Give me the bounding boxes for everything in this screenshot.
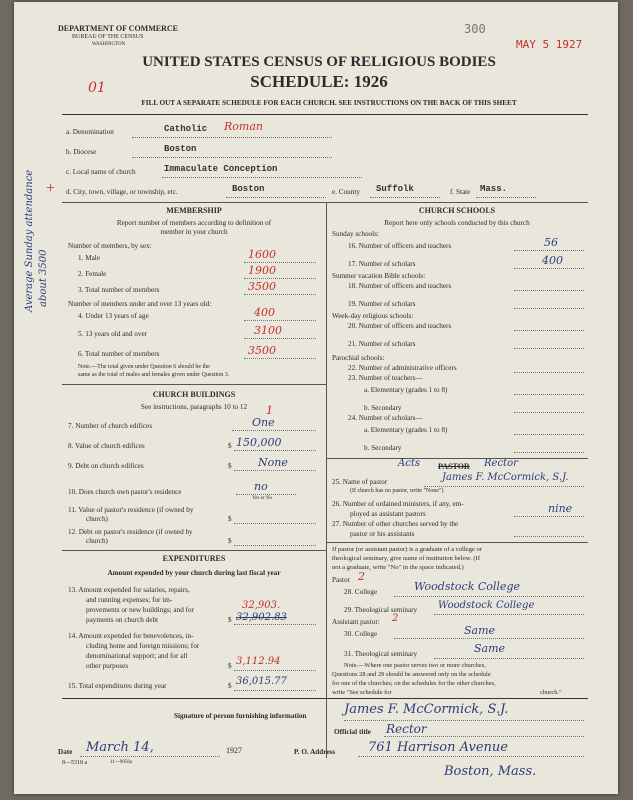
q22-line: [514, 372, 584, 373]
q23a-label: a. Elementary (grades 1 to 8): [364, 386, 448, 394]
q30-label: 30. College: [344, 630, 378, 638]
q25-label: 25. Name of pastor: [332, 478, 388, 486]
q14-label-4: other purposes: [86, 662, 129, 670]
q3-total-value: 3500: [248, 280, 276, 293]
q9-value: None: [258, 456, 288, 469]
church-name-value: Immaculate Conception: [164, 164, 278, 174]
header-rule: [62, 114, 588, 115]
po-address-label: P. O. Address: [294, 748, 336, 756]
weekday-schools-label: Week-day religious schools:: [332, 312, 414, 320]
q13-label-4: payments on church debt: [86, 616, 159, 624]
signature-label: Signature of person furnishing information: [174, 712, 307, 720]
q6-line: [244, 358, 316, 359]
margin-note-line1: Average Sunday attendance: [24, 169, 35, 312]
official-title-line: [384, 736, 584, 737]
diocese-value: Boston: [164, 144, 197, 154]
q11-line: [234, 523, 316, 524]
pastor-note-2: Questions 28 and 29 should be answered only on the schedule: [332, 671, 491, 678]
county-label: e. County: [332, 188, 360, 196]
age-intro-label: Number of members under and over 13 years old:: [68, 300, 212, 308]
church-name-line: [162, 177, 362, 178]
q1-line: [244, 262, 316, 263]
form-subtitle: SCHEDULE: 1926: [250, 72, 388, 91]
official-title-value: Rector: [386, 722, 427, 736]
q13-dollar: $: [228, 616, 232, 624]
q26-value: nine: [548, 502, 573, 515]
q13-line: [234, 624, 316, 625]
q7-numeral: 1: [266, 404, 273, 417]
pastor-heading-rector: Rector: [484, 458, 518, 469]
plus-mark: +: [46, 180, 56, 197]
diocese-line: [132, 157, 332, 158]
q12-dollar: $: [228, 537, 232, 545]
membership-note-1: Note.—The total given under Question 6 should be the: [78, 364, 210, 370]
q13-label-2: and running expenses; for im-: [86, 596, 173, 604]
po-address-line: [358, 756, 584, 757]
q15-dollar: $: [228, 682, 232, 690]
q31-value: Same: [474, 642, 506, 655]
q23a-line: [514, 394, 584, 395]
q8-label: 8. Value of church edifices: [68, 442, 145, 450]
q28-value: Woodstock College: [414, 580, 520, 593]
q28-label: 28. College: [344, 588, 378, 596]
q10-line: [236, 494, 296, 495]
po-address-value: 761 Harrison Avenue: [368, 740, 508, 755]
q29-value: Woodstock College: [438, 600, 535, 611]
pastor-rule: [326, 542, 588, 543]
bureau-city: WASHINGTON: [92, 42, 126, 47]
q25-hint: (If church has no pastor, write "None"): [350, 488, 444, 494]
q27-label-1: 27. Number of other churches served by the: [332, 520, 459, 528]
q13-value: 32,902.83: [236, 612, 287, 623]
diocese-label: b. Diocese: [66, 148, 97, 156]
assistant-pastor-label: Assistant pastor:: [332, 618, 380, 626]
city-label: d. City, town, village, or township, etc.: [66, 188, 178, 196]
q27-label-2: pastor or his assistants: [350, 530, 415, 538]
city-value: Boston: [232, 184, 265, 194]
sunday-schools-label: Sunday schools:: [332, 230, 379, 238]
q31-line: [434, 658, 584, 659]
q15-label: 15. Total expenditures during year: [68, 682, 167, 690]
denomination-value: Catholic: [164, 124, 208, 134]
summer-schools-label: Summer vacation Bible schools:: [332, 272, 426, 280]
q14-label-3: denominational support; and for all: [86, 652, 188, 660]
q15-line: [234, 690, 316, 691]
schools-heading: CHURCH SCHOOLS: [418, 206, 496, 215]
q20-line: [514, 330, 584, 331]
expenditures-heading: EXPENDITURES: [162, 554, 226, 563]
denomination-line: [132, 137, 332, 138]
q6-total-label: 6. Total number of members: [78, 350, 160, 358]
pastor-heading: PASTOR: [438, 462, 470, 471]
pastor-heading-acts: Acts: [398, 458, 420, 469]
q23b-line: [514, 412, 584, 413]
q10-label: 10. Does church own pastor's residence: [68, 488, 182, 496]
membership-intro-2: member in your church: [160, 228, 228, 236]
q14-line: [234, 670, 316, 671]
q17-value: 400: [542, 254, 563, 267]
q7-line: [232, 430, 316, 431]
q3-line: [244, 294, 316, 295]
state-value: Mass.: [480, 184, 508, 194]
code-mark: 01: [88, 80, 106, 96]
graduate-note-3: not a graduate, write "No" in the space indicated.): [332, 564, 464, 571]
q9-label: 9. Debt on church edifices: [68, 462, 144, 470]
q16-line: [514, 250, 584, 251]
q14-label-2: cluding home and foreign missions; for: [86, 642, 200, 650]
q12-line: [234, 545, 316, 546]
q12-label-2: church): [86, 537, 108, 545]
q30-line: [394, 638, 584, 639]
q20-label: 20. Number of officers and teachers: [348, 322, 452, 330]
q11-label-2: church): [86, 515, 108, 523]
print-number: 11—9056a: [110, 760, 133, 765]
county-line: [370, 197, 440, 198]
q29-label: 29. Theological seminary: [344, 606, 418, 614]
q27-line: [514, 536, 584, 537]
pastor-note-3: for one of the churches; on the schedules for the other churches,: [332, 680, 496, 687]
received-date-stamp: MAY 5 1927: [516, 38, 583, 51]
buildings-bottom-rule: [62, 550, 326, 551]
q13-label-1: 13. Amount expended for salaries, repairs,: [68, 586, 190, 594]
q4-line: [244, 320, 316, 321]
q8-value: 150,000: [236, 436, 282, 449]
q1-male-label: 1. Male: [78, 254, 100, 262]
form-title: UNITED STATES CENSUS OF RELIGIOUS BODIES: [142, 54, 496, 70]
q14-label-1: 14. Amount expended for benevolences, in-: [68, 632, 194, 640]
q5-line: [244, 338, 316, 339]
department-name: DEPARTMENT OF COMMERCE: [58, 24, 179, 33]
state-label: f. State: [450, 188, 471, 196]
q16-value: 56: [544, 236, 558, 249]
bureau-name: BUREAU OF THE CENSUS: [72, 34, 144, 40]
q11-dollar: $: [228, 515, 232, 523]
q7-value: One: [252, 416, 275, 429]
q23b-label: b. Secondary: [364, 404, 402, 412]
pastor-note-1: Note.—Where one pastor serves two or more churches,: [344, 662, 486, 669]
q21-label: 21. Number of scholars: [348, 340, 416, 348]
census-schedule-sheet: [14, 2, 618, 794]
q2-female-label: 2. Female: [78, 270, 107, 278]
q5-over13-value: 3100: [254, 324, 282, 337]
q18-line: [514, 290, 584, 291]
buildings-heading: CHURCH BUILDINGS: [152, 390, 236, 399]
margin-note-line2: about 3500: [38, 249, 49, 307]
po-address-value-2: Boston, Mass.: [444, 764, 537, 779]
q18-label: 18. Number of officers and teachers: [348, 282, 452, 290]
form-number: 8—5318 a: [62, 760, 88, 766]
q4-under13-value: 400: [254, 306, 275, 319]
q19-line: [514, 308, 584, 309]
q9-dollar: $: [228, 462, 232, 470]
q12-label-1: 12. Debt on pastor's residence (if owned by: [68, 528, 193, 536]
pastor-sub-label: Pastor: [332, 576, 350, 584]
q24b-label: b. Secondary: [364, 444, 402, 452]
q9-line: [234, 470, 316, 471]
denomination-label: a. Denomination: [66, 128, 114, 136]
q11-label-1: 11. Value of pastor's residence (if owned by: [68, 506, 194, 514]
members-by-sex-label: Number of members, by sex:: [68, 242, 152, 250]
q24a-line: [514, 434, 584, 435]
q19-label: 19. Number of scholars: [348, 300, 416, 308]
body-bottom-rule: [62, 698, 588, 699]
schedule-number-stamp: 300: [464, 22, 486, 36]
state-line: [476, 197, 536, 198]
q23-label: 23. Number of teachers—: [348, 374, 423, 382]
church-name-label: c. Local name of church: [66, 168, 136, 176]
pastor-note-5: church.": [540, 689, 562, 696]
parochial-schools-label: Parochial schools:: [332, 354, 385, 362]
city-line: [226, 197, 326, 198]
q1-male-value: 1600: [248, 248, 276, 261]
q15-value: 36,015.77: [236, 676, 287, 687]
q5-over13-label: 5. 13 years old and over: [78, 330, 148, 338]
q31-label: 31. Theological seminary: [344, 650, 418, 658]
pastor-mark: 2: [358, 570, 365, 583]
q25-value: James F. McCormick, S.J.: [442, 472, 569, 483]
q26-label-2: ployed as assistant pastors: [350, 510, 426, 518]
q26-label-1: 26. Number of ordained ministers, if any, em-: [332, 500, 464, 508]
date-line: [80, 756, 220, 757]
q30-value: Same: [464, 624, 496, 637]
q2-female-value: 1900: [248, 264, 276, 277]
expenditures-intro: Amount expended by your church during last fiscal year: [107, 569, 281, 577]
membership-note-2: same as the total of males and females given under Question 3.: [78, 372, 230, 378]
instruction-line: FILL OUT A SEPARATE SCHEDULE FOR EACH CHURCH. SEE INSTRUCTIONS ON THE BACK OF THIS SHEET: [141, 99, 517, 107]
signature-line: [344, 720, 584, 721]
buildings-intro: See instructions, paragraphs 10 to 12: [140, 403, 248, 411]
schools-bottom-rule: [326, 458, 588, 459]
assistant-mark: 2: [392, 613, 399, 624]
q6-total-value: 3500: [248, 344, 276, 357]
date-value: March 14,: [86, 740, 154, 755]
q22-label: 22. Number of administrative officers: [348, 364, 457, 372]
q21-line: [514, 348, 584, 349]
q10-value: no: [254, 480, 268, 493]
q4-under13-label: 4. Under 13 years of age: [78, 312, 149, 320]
date-year: 1927: [226, 746, 242, 755]
q28-line: [394, 596, 584, 597]
county-value: Suffolk: [376, 184, 414, 194]
signature-value: James F. McCormick, S.J.: [344, 702, 509, 717]
q13-corrected-value: 32,903.: [242, 600, 281, 611]
graduate-note-1: If pastor (or assistant pastor) is a graduate of a college or: [332, 546, 482, 553]
q14-dollar: $: [228, 662, 232, 670]
denomination-note: Roman: [224, 120, 263, 133]
q24-label: 24. Number of scholars—: [348, 414, 423, 422]
schools-intro: Report here only schools conducted by this church: [384, 219, 530, 227]
membership-bottom-rule: [62, 384, 326, 385]
q24b-line: [514, 452, 584, 453]
q17-label: 17. Number of scholars: [348, 260, 416, 268]
q24a-label: a. Elementary (grades 1 to 8): [364, 426, 448, 434]
q16-label: 16. Number of officers and teachers: [348, 242, 452, 250]
date-label: Date: [58, 748, 73, 756]
ident-bottom-rule: [62, 202, 588, 203]
q13-label-3: provements or new buildings; and for: [86, 606, 194, 614]
q25-line: [424, 486, 584, 487]
q2-line: [244, 278, 316, 279]
q29-line: [434, 614, 584, 615]
yes-or-no-hint: Yes or No: [252, 496, 273, 501]
q7-label: 7. Number of church edifices: [68, 422, 153, 430]
q8-dollar: $: [228, 442, 232, 450]
q3-total-label: 3. Total number of members: [78, 286, 160, 294]
q14-value: 3,112.94: [236, 656, 281, 667]
column-divider: [326, 202, 327, 758]
graduate-note-2: theological seminary, give name of institution below. (If: [332, 555, 481, 562]
pastor-note-4: write "See schedule for: [332, 689, 392, 696]
q8-line: [234, 450, 316, 451]
membership-intro-1: Report number of members according to definition of: [116, 219, 272, 227]
q26-line: [514, 516, 584, 517]
official-title-label: Official title: [334, 728, 371, 736]
q17-line: [514, 268, 584, 269]
membership-heading: MEMBERSHIP: [166, 206, 222, 215]
